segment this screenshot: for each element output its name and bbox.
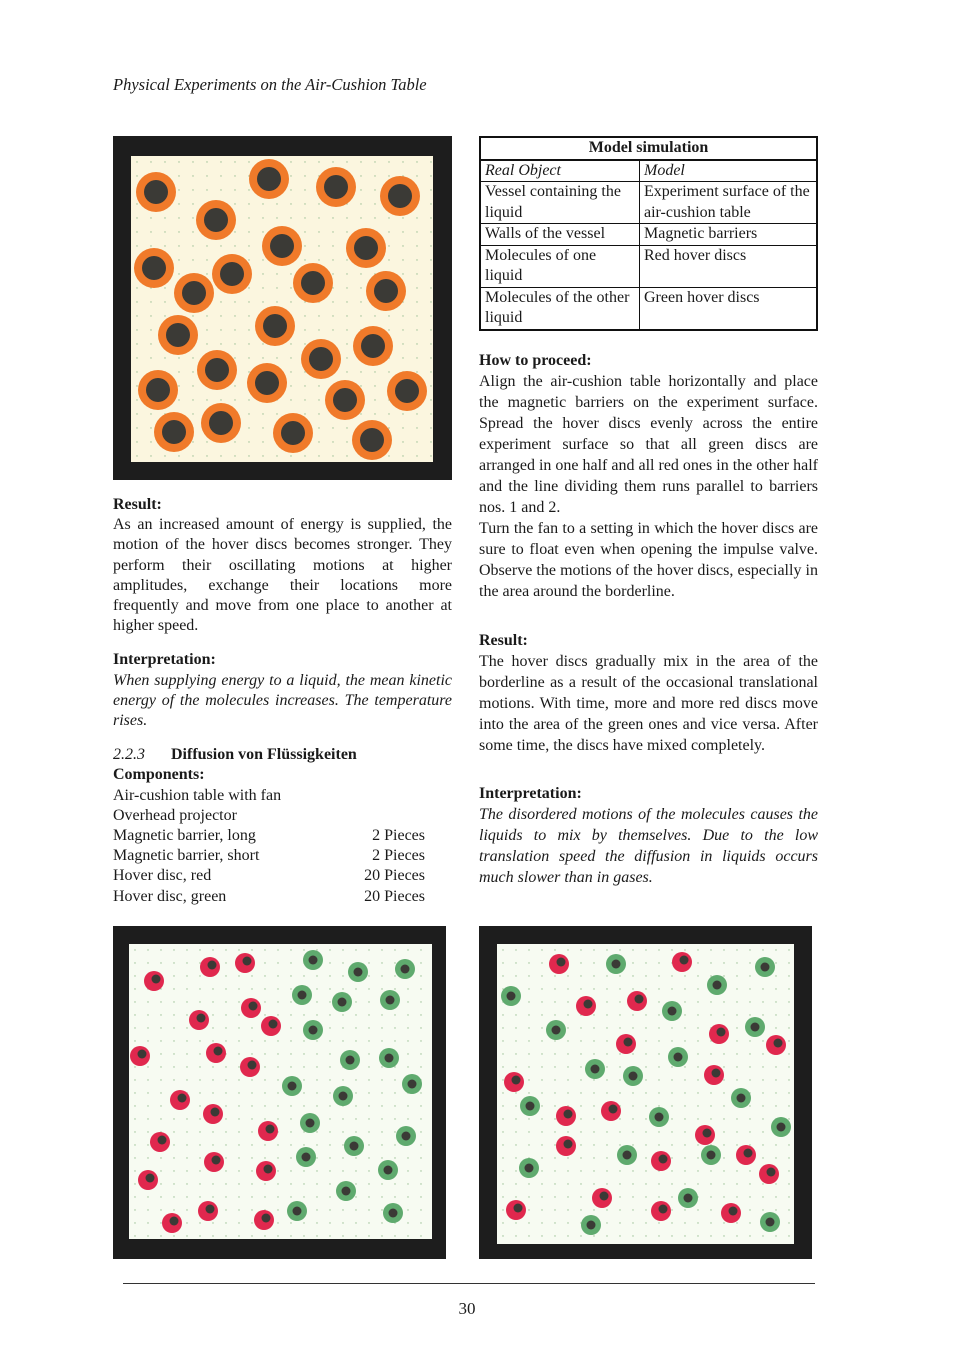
table-cell-real: Molecules of the other liquid xyxy=(480,287,640,330)
hover-disc-core xyxy=(214,1047,223,1056)
hover-disc-core xyxy=(350,1142,359,1151)
interpretation-heading: Interpretation: xyxy=(113,651,216,669)
footer-rule xyxy=(123,1283,815,1284)
table-cell-real: Walls of the vessel xyxy=(480,224,640,246)
component-name: Magnetic barrier, short xyxy=(113,847,260,865)
hover-disc-core xyxy=(302,1153,311,1162)
table-row xyxy=(480,245,817,287)
hover-disc-core xyxy=(587,1221,596,1230)
hover-disc-core xyxy=(512,1076,521,1085)
hover-disc-core xyxy=(197,1014,206,1023)
hover-disc-core xyxy=(288,1082,297,1091)
hover-disc-core xyxy=(395,379,419,403)
photo-mixed-discs xyxy=(479,926,812,1259)
hover-disc-core xyxy=(257,167,281,191)
hover-disc-core xyxy=(309,1026,318,1035)
table-header-real: Real Object xyxy=(480,160,640,182)
hover-disc-core xyxy=(144,180,168,204)
orange-discs-image xyxy=(113,136,452,480)
interpretation-text: When supplying energy to a liquid, the mean kinetic energy of the molecules increases. The temperature rises. xyxy=(113,671,452,730)
section-number: 2.2.3 xyxy=(113,746,145,764)
list-item xyxy=(113,887,452,907)
component-name: Magnetic barrier, long xyxy=(113,827,256,845)
hover-disc-core xyxy=(205,358,229,382)
table-cell-model: Experiment surface of the air-cushion table xyxy=(640,182,818,224)
hover-disc-core xyxy=(591,1065,600,1074)
hover-disc-core xyxy=(707,1151,716,1160)
mixed-discs-image xyxy=(479,926,812,1259)
proceed-text-1: Align the air-cushion table horizontally and place the magnetic barriers on the experiment surface. Spread the hover discs evenly across the entire experiment surface so that all green discs are arranged in one half and all red ones in the other half and the line dividing them runs parallel to barriers nos. 1 and 2. xyxy=(479,373,818,516)
component-qty: 2 Pieces xyxy=(372,827,425,845)
hover-disc-core xyxy=(526,1102,535,1111)
hover-disc-core xyxy=(309,347,333,371)
hover-disc-core xyxy=(262,1214,271,1223)
hover-disc-core xyxy=(248,1061,257,1070)
hover-disc-core xyxy=(629,1072,638,1081)
hover-disc-core xyxy=(713,981,722,990)
component-qty: 20 Pieces xyxy=(364,867,425,885)
list-item xyxy=(113,826,452,846)
hover-disc-core xyxy=(333,388,357,412)
hover-disc-core xyxy=(354,236,378,260)
hover-disc-core xyxy=(158,1136,167,1145)
hover-disc-core xyxy=(774,1039,783,1048)
hover-disc-core xyxy=(557,958,566,967)
hover-disc-core xyxy=(342,1187,351,1196)
hover-disc-core xyxy=(146,1174,155,1183)
component-qty xyxy=(359,806,425,826)
component-name: Hover disc, green xyxy=(113,887,227,905)
hover-disc-core xyxy=(612,960,621,969)
hover-disc-core xyxy=(659,1155,668,1164)
table-header-model: Model xyxy=(640,160,818,182)
hover-disc-core xyxy=(680,956,689,965)
components-list xyxy=(113,786,452,907)
hover-disc-core xyxy=(249,1002,258,1011)
component-qty: 20 Pieces xyxy=(364,887,425,905)
hover-disc-core xyxy=(744,1149,753,1158)
hover-disc-core xyxy=(166,323,190,347)
hover-disc-core xyxy=(269,1020,278,1029)
result-heading: Result: xyxy=(479,632,528,649)
hover-disc-core xyxy=(386,996,395,1005)
hover-disc-core xyxy=(293,1207,302,1216)
component-qty xyxy=(359,786,425,806)
hover-disc-core xyxy=(635,995,644,1004)
hover-disc-core xyxy=(142,256,166,280)
table-cell-model: Red hover discs xyxy=(640,245,818,287)
hover-disc-core xyxy=(152,975,161,984)
photo-separated-discs xyxy=(113,926,446,1259)
proceed-text-2: Turn the fan to a setting in which the hover discs are sure to float even when opening the impulse valve. Observe the motions of the hover discs, especially in the area around the borderline. xyxy=(479,520,818,600)
hover-disc-core xyxy=(346,1056,355,1065)
hover-disc-core xyxy=(266,1125,275,1134)
hover-disc-core xyxy=(281,421,305,445)
hover-disc-core xyxy=(401,965,410,974)
hover-disc-core xyxy=(211,1108,220,1117)
section-heading xyxy=(113,745,452,765)
hover-disc-core xyxy=(737,1094,746,1103)
hover-disc-core xyxy=(178,1094,187,1103)
hover-disc-core xyxy=(361,334,385,358)
hover-disc-core xyxy=(138,1050,147,1059)
hover-disc-core xyxy=(402,1132,411,1141)
result-text: The hover discs gradually mix in the area of the borderline as a result of the occasional translational motions. With time, more and more red discs move into the area of the green ones and vice versa. After some time, the discs have mixed completely. xyxy=(479,653,818,754)
hover-disc-core xyxy=(243,957,252,966)
hover-disc-core xyxy=(206,1205,215,1214)
component-name: Air-cushion table with fan xyxy=(113,786,282,804)
hover-disc-core xyxy=(564,1110,573,1119)
hover-disc-core xyxy=(384,1166,393,1175)
table-cell-model: Magnetic barriers xyxy=(640,224,818,246)
result-text: As an increased amount of energy is supplied, the motion of the hover discs becomes stronger. They perform their oscillating motions at higher amplitudes, exchange their locations more frequently and move from one place to another at higher speed. xyxy=(113,516,452,635)
left-column xyxy=(113,495,452,907)
table-title: Model simulation xyxy=(480,137,817,160)
hover-disc-core xyxy=(761,963,770,972)
table-row xyxy=(480,287,817,330)
hover-disc-core xyxy=(777,1123,786,1132)
hover-disc-core xyxy=(703,1129,712,1138)
list-item xyxy=(113,866,452,886)
hover-disc-core xyxy=(255,371,279,395)
hover-disc-core xyxy=(624,1038,633,1047)
photo-orange-discs xyxy=(113,136,452,480)
table-cell-real: Molecules of one liquid xyxy=(480,245,640,287)
hover-disc-core xyxy=(564,1140,573,1149)
hover-disc-core xyxy=(751,1023,760,1032)
proceed-heading: How to proceed: xyxy=(479,352,592,369)
hover-disc-core xyxy=(389,1209,398,1218)
hover-disc-core xyxy=(338,998,347,1007)
list-item xyxy=(113,786,452,806)
hover-disc-core xyxy=(717,1028,726,1037)
hover-disc-core xyxy=(360,428,384,452)
hover-disc-core xyxy=(170,1217,179,1226)
component-name: Overhead projector xyxy=(113,806,237,824)
hover-disc-core xyxy=(162,420,186,444)
table-row xyxy=(480,182,817,224)
hover-disc-core xyxy=(301,271,325,295)
hover-disc-core xyxy=(374,279,398,303)
hover-disc-core xyxy=(609,1105,618,1114)
hover-disc-core xyxy=(263,314,287,338)
section-title: Diffusion von Flüssigkeiten xyxy=(171,746,357,764)
hover-disc-core xyxy=(204,208,228,232)
table-cell-real: Vessel containing the liquid xyxy=(480,182,640,224)
table-cell-model: Green hover discs xyxy=(640,287,818,330)
hover-disc-core xyxy=(655,1113,664,1122)
hover-disc-core xyxy=(767,1168,776,1177)
hover-disc-core xyxy=(298,991,307,1000)
right-column xyxy=(479,350,818,888)
component-qty: 2 Pieces xyxy=(372,847,425,865)
table-row xyxy=(480,224,817,246)
hover-disc-core xyxy=(309,956,318,965)
hover-disc-core xyxy=(729,1207,738,1216)
hover-disc-core xyxy=(388,184,412,208)
hover-disc-core xyxy=(270,234,294,258)
hover-disc-core xyxy=(209,411,233,435)
hover-disc-core xyxy=(552,1026,561,1035)
hover-disc-core xyxy=(408,1080,417,1089)
components-heading: Components: xyxy=(113,766,205,784)
hover-disc-core xyxy=(354,968,363,977)
hover-disc-core xyxy=(146,378,170,402)
model-simulation-table xyxy=(479,136,818,331)
separated-discs-image xyxy=(113,926,446,1259)
hover-disc-core xyxy=(507,992,516,1001)
hover-disc-core xyxy=(668,1007,677,1016)
list-item xyxy=(113,806,452,826)
hover-disc-core xyxy=(600,1192,609,1201)
hover-disc-core xyxy=(182,281,206,305)
hover-disc-core xyxy=(208,961,217,970)
hover-disc-core xyxy=(712,1069,721,1078)
hover-disc-core xyxy=(684,1194,693,1203)
hover-disc-core xyxy=(525,1164,534,1173)
running-header: Physical Experiments on the Air-Cushion Table xyxy=(113,75,427,94)
hover-disc-core xyxy=(220,262,244,286)
hover-disc-core xyxy=(339,1092,348,1101)
interpretation-heading: Interpretation: xyxy=(479,785,582,802)
hover-disc-core xyxy=(385,1054,394,1063)
hover-disc-core xyxy=(514,1204,523,1213)
model-simulation-table-wrap xyxy=(479,136,818,331)
hover-disc-core xyxy=(674,1053,683,1062)
hover-disc-core xyxy=(212,1156,221,1165)
hover-disc-core xyxy=(264,1165,273,1174)
hover-disc-core xyxy=(584,1000,593,1009)
hover-disc-core xyxy=(324,175,348,199)
list-item xyxy=(113,846,452,866)
hover-disc-core xyxy=(659,1205,668,1214)
hover-disc-core xyxy=(766,1218,775,1227)
interpretation-text: The disordered motions of the molecules causes the liquids to mix by themselves. Due to the low translation speed the diffusion in liquids occurs much slower than in gases. xyxy=(479,806,818,886)
result-heading: Result: xyxy=(113,496,162,513)
hover-disc-core xyxy=(623,1151,632,1160)
component-name: Hover disc, red xyxy=(113,867,212,885)
page-number: 30 xyxy=(458,1299,476,1318)
hover-disc-core xyxy=(306,1119,315,1128)
